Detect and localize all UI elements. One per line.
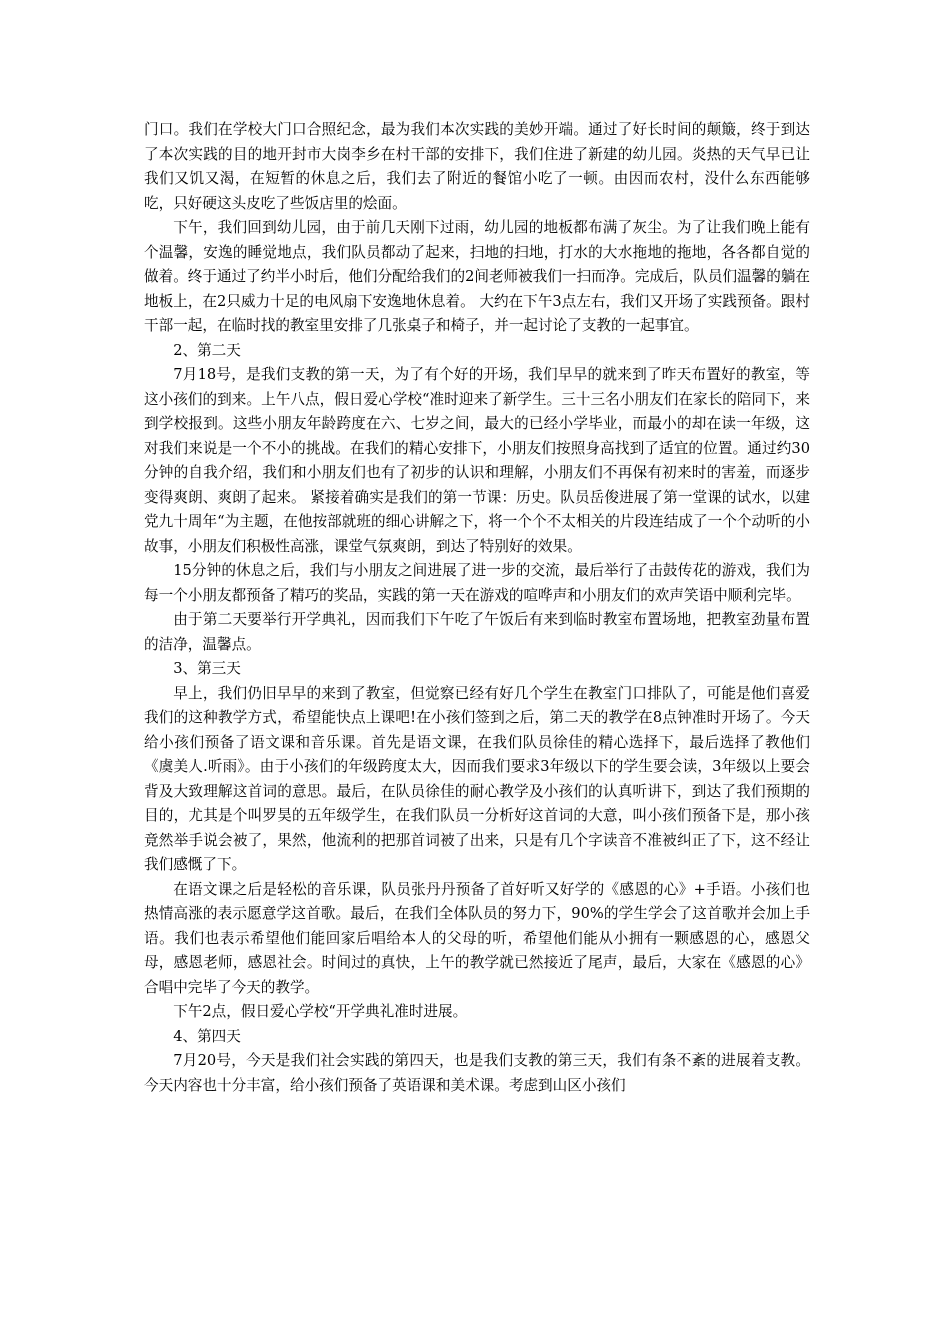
section-heading: 2、第二天 (173, 341, 241, 359)
paragraph: 门口。我们在学校大门口合照纪念，最为我们本次实践的美妙开端。通过了好长时间的颠簸，终于到达了本次实践的目的地开封市大岗李乡在村干部的安排下，我们住进了新建的幼儿园。炎热的天气早已让我们又饥又渴，在短暂的休息之后，我们去了附近的餐馆小吃了一顿。由因而农村，没什么东西能够吃，只好硬这头皮吃了些饭店里的烩面。 (144, 121, 810, 212)
paragraph: 由于第二天要举行开学典礼，因而我们下午吃了午饭后有来到临时教室布置场地，把教室劲量布置的洁净，温馨点。 (144, 611, 810, 653)
paragraph: 15分钟的休息之后，我们与小朋友之间进展了进一步的交流，最后举行了击鼓传花的游戏，我们为每一个小朋友都预备了精巧的奖品，实践的第一天在游戏的喧哗声和小朋友们的欢声笑语中顺利完毕。 (144, 562, 810, 604)
paragraph: 下午2点，假日爱心学校“开学典礼准时进展。 (173, 1003, 468, 1020)
paragraph: 7月18号，是我们支教的第一天，为了有个好的开场，我们早早的就来到了昨天布置好的教室，等这小孩们的到来。上午八点，假日爱心学校“准时迎来了新学生。三十三名小朋友们在家长的陪同下，来到学校报到。这些小朋友年龄跨度在六、七岁之间，最大的已经小学毕业，而最小的却在读一年级，这对我们来说是一个不小的挑战。在我们的精心安排下，小朋友们按照身高找到了适宜的位置。通过约30分钟的自我介绍，我们和小朋友们也有了初步的认识和理解，小朋友们不再保有初来时的害羞，而逐步变得爽朗、爽朗了起来。 紧接着确实是我们的第一节课：历史。队员岳俊进展了第一堂课的试水，以建党九十周年“为主题，在他按部就班的细心讲解之下，将一个个不太相关的片段连结成了一个个动听的小故事，小朋友们积极性高涨，课堂气氛爽朗，到达了特别好的效果。 (144, 366, 810, 555)
paragraph: 早上，我们仍旧早早的来到了教室，但觉察已经有好几个学生在教室门口排队了，可能是他们喜爱我们的这种教学方式，希望能快点上课吧!在小孩们签到之后，第二天的教学在8点钟准时开场了。今天给小孩们预备了语文课和音乐课。首先是语文课，在我们队员徐佳的精心选择下，最后选择了教他们《虞美人.听雨》。由于小孩们的年级跨度太大，因而我们要求3年级以下的学生要会读，3年级以上要会背及大致理解这首词的意思。最后，在队员徐佳的耐心教学及小孩们的认真听讲下，到达了我们预期的目的，尤其是个叫罗昊的五年级学生，在我们队员一分析好这首词的大意，叫小孩们预备下是，那小孩竟然举手说会被了，果然，他流利的把那首词被了出来，只是有几个字读音不准被纠正了下，这不经让我们感慨了下。 (144, 684, 810, 873)
section-heading: 3、第三天 (173, 660, 241, 677)
document-page (144, 118, 810, 1098)
paragraph: 7月20号，今天是我们社会实践的第四天，也是我们支教的第三天，我们有条不紊的进展着支教。今天内容也十分丰富，给小孩们预备了英语课和美术课。考虑到山区小孩们 (144, 1052, 810, 1094)
paragraph: 下午，我们回到幼儿园，由于前几天刚下过雨，幼儿园的地板都布满了灰尘。为了让我们晚上能有个温馨，安逸的睡觉地点，我们队员都动了起来，扫地的扫地，打水的大水拖地的拖地，各各都自觉的做着。终于通过了约半小时后，他们分配给我们的2间老师被我们一扫而净。完成后，队员们温馨的躺在地板上，在2只威力十足的电风扇下安逸地休息着。 大约在下午3点左右，我们又开场了实践预备。跟村干部一起，在临时找的教室里安排了几张桌子和椅子，并一起讨论了支教的一起事宜。 (144, 219, 811, 334)
section-heading: 4、第四天 (173, 1027, 241, 1045)
paragraph: 在语文课之后是轻松的音乐课，队员张丹丹预备了首好听又好学的《感恩的心》+手语。小孩们也热情高涨的表示愿意学这首歌。最后，在我们全体队员的努力下，90%的学生学会了这首歌并会加上手语。我们也表示希望他们能回家后唱给本人的父母的听，希望他们能从小拥有一颗感恩的心，感恩父母，感恩老师，感恩社会。时间过的真快，上午的教学就已然接近了尾声，最后，大家在《感恩的心》合唱中完毕了今天的教学。 (144, 880, 810, 996)
